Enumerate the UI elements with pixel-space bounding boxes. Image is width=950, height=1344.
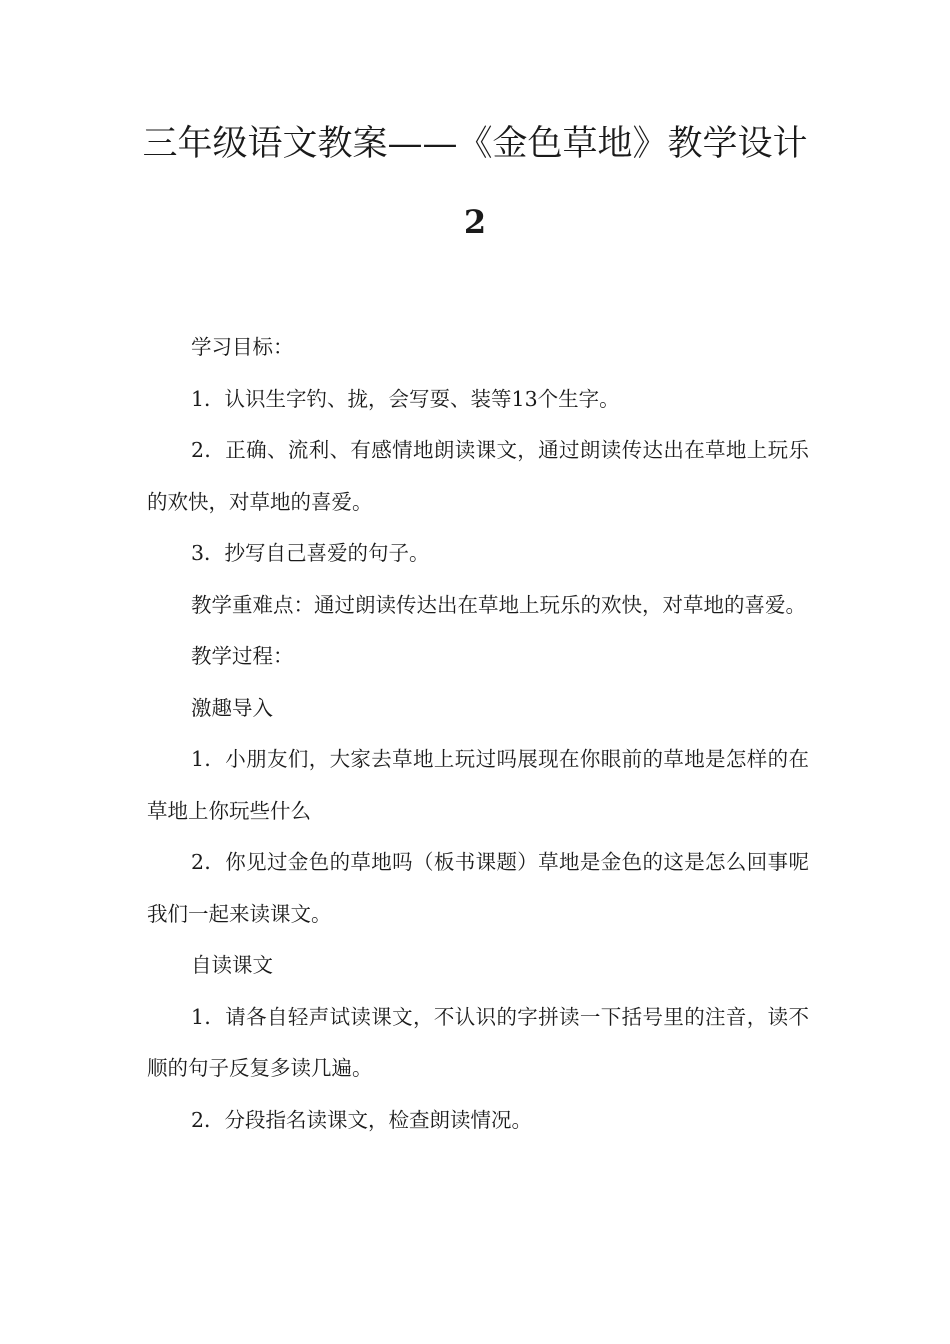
paragraph-key-difficulties: 教学重难点：通过朗读传达出在草地上玩乐的欢快，对草地的喜爱。 bbox=[191, 592, 806, 617]
paragraph-learning-goals-heading: 学习目标： bbox=[191, 335, 294, 359]
document-body bbox=[147, 322, 809, 1146]
paragraph-goal-2: 2．正确、流利、有感情地朗读课文，通过朗读传达出在草地上玩乐的欢快，对草地的喜爱。 bbox=[147, 438, 809, 514]
document-title: 三年级语文教案——《金色草地》教学设计 bbox=[142, 124, 808, 164]
paragraph-intro-1: 1．小朋友们，大家去草地上玩过吗展现在你眼前的草地是怎样的在草地上你玩些什么 bbox=[147, 747, 809, 823]
paragraph-process-heading: 教学过程： bbox=[191, 644, 294, 668]
paragraph-section-introduction: 激趣导入 bbox=[191, 695, 273, 720]
paragraph-intro-2: 2．你见过金色的草地吗（板书课题）草地是金色的这是怎么回事呢我们一起来读课文。 bbox=[147, 850, 809, 926]
document-title-number: 2 bbox=[463, 203, 487, 241]
paragraph-goal-3: 3．抄写自己喜爱的句子。 bbox=[191, 541, 430, 565]
paragraph-section-self-reading: 自读课文 bbox=[191, 953, 273, 977]
paragraph-reading-2: 2．分段指名读课文，检查朗读情况。 bbox=[191, 1107, 533, 1132]
paragraph-reading-1: 1．请各自轻声试读课文，不认识的字拼读一下括号里的注音，读不顺的句子反复多读几遍。 bbox=[147, 1004, 809, 1080]
paragraph-goal-1: 1．认识生字钓、拢，会写耍、装等13个生字。 bbox=[191, 386, 620, 411]
